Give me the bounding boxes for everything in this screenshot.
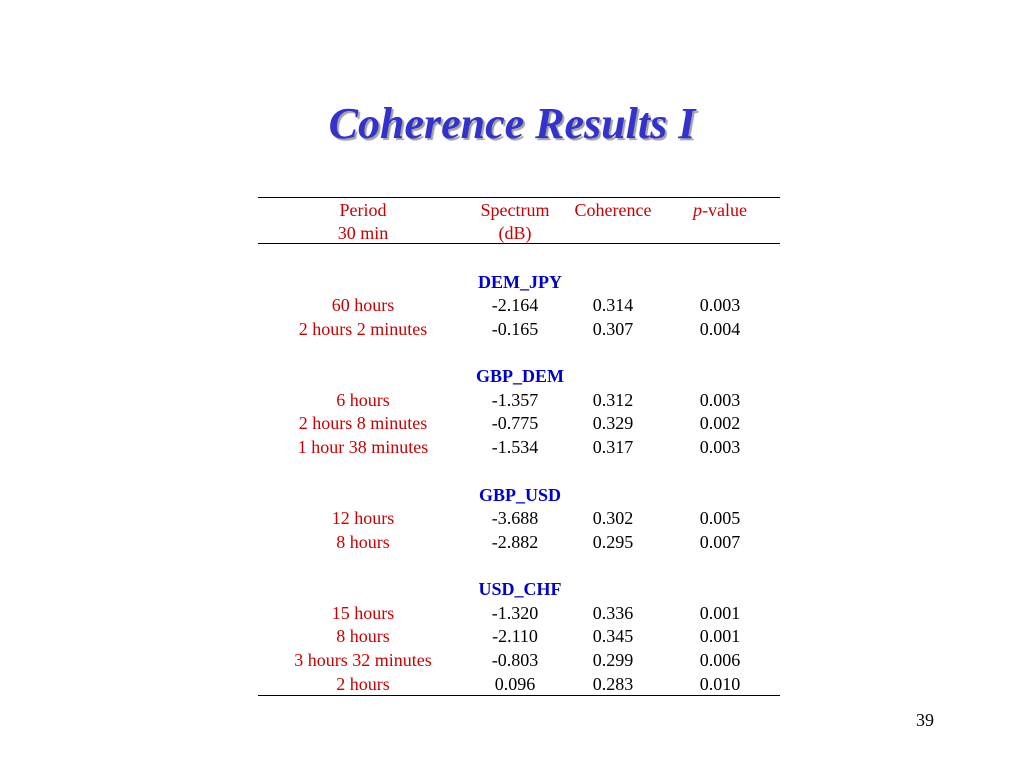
row-coherence: 0.295 bbox=[592, 532, 634, 552]
header-spectrum: Spectrum bbox=[480, 200, 550, 220]
row-spectrum: -2.164 bbox=[491, 295, 539, 315]
row-spectrum: -3.688 bbox=[491, 508, 539, 528]
row-period: 6 hours bbox=[336, 390, 390, 410]
row-pvalue: 0.005 bbox=[699, 508, 741, 528]
row-coherence: 0.314 bbox=[592, 295, 634, 315]
group-title: GBP_USD bbox=[478, 485, 561, 505]
row-period: 8 hours bbox=[336, 626, 390, 646]
group-title: USD_CHF bbox=[478, 579, 562, 599]
row-pvalue: 0.003 bbox=[699, 390, 741, 410]
row-spectrum: -1.320 bbox=[491, 603, 539, 623]
table-top-rule bbox=[258, 197, 780, 198]
row-spectrum: -2.110 bbox=[492, 626, 538, 646]
row-pvalue: 0.003 bbox=[699, 295, 741, 315]
row-pvalue: 0.004 bbox=[699, 319, 741, 339]
row-coherence: 0.302 bbox=[592, 508, 634, 528]
row-coherence: 0.299 bbox=[592, 650, 634, 670]
row-period: 12 hours bbox=[331, 508, 395, 528]
table-header-rule bbox=[258, 243, 780, 244]
row-pvalue: 0.010 bbox=[699, 674, 741, 694]
row-period: 8 hours bbox=[336, 532, 390, 552]
row-pvalue: 0.002 bbox=[699, 413, 741, 433]
header-period-unit: 30 min bbox=[337, 223, 389, 243]
row-pvalue: 0.003 bbox=[699, 437, 741, 457]
row-pvalue: 0.001 bbox=[699, 626, 741, 646]
row-period: 2 hours 2 minutes bbox=[298, 319, 428, 339]
group-title: DEM_JPY bbox=[478, 272, 562, 292]
row-coherence: 0.283 bbox=[592, 674, 634, 694]
row-period: 15 hours bbox=[331, 603, 395, 623]
header-coherence: Coherence bbox=[574, 200, 652, 220]
row-pvalue: 0.007 bbox=[699, 532, 741, 552]
row-pvalue: 0.006 bbox=[699, 650, 741, 670]
row-coherence: 0.317 bbox=[592, 437, 634, 457]
slide-title: Coherence Results I bbox=[328, 99, 696, 148]
table-bottom-rule bbox=[258, 695, 780, 696]
row-coherence: 0.307 bbox=[592, 319, 634, 339]
row-spectrum: -0.165 bbox=[491, 319, 539, 339]
row-period: 3 hours 32 minutes bbox=[294, 650, 432, 670]
header-spectrum-unit: (dB) bbox=[498, 223, 532, 243]
row-spectrum: -1.357 bbox=[491, 390, 539, 410]
header-pvalue bbox=[670, 199, 770, 221]
row-spectrum: -0.775 bbox=[491, 413, 539, 433]
row-period: 2 hours 8 minutes bbox=[298, 413, 428, 433]
row-coherence: 0.312 bbox=[592, 390, 634, 410]
row-period: 2 hours bbox=[336, 674, 390, 694]
header-period: Period bbox=[339, 200, 387, 220]
row-coherence: 0.345 bbox=[592, 626, 634, 646]
page-number: 39 bbox=[916, 710, 934, 730]
row-spectrum: -1.534 bbox=[491, 437, 539, 457]
row-spectrum: -2.882 bbox=[491, 532, 539, 552]
row-coherence: 0.329 bbox=[592, 413, 634, 433]
row-spectrum: -0.803 bbox=[491, 650, 539, 670]
row-coherence: 0.336 bbox=[592, 603, 634, 623]
row-spectrum: 0.096 bbox=[494, 674, 536, 694]
header-pvalue-p: p bbox=[693, 200, 702, 220]
group-title: GBP_DEM bbox=[476, 366, 564, 386]
row-period: 60 hours bbox=[331, 295, 395, 315]
row-period: 1 hour 38 minutes bbox=[297, 437, 429, 457]
row-pvalue: 0.001 bbox=[699, 603, 741, 623]
header-pvalue-suffix: -value bbox=[702, 200, 747, 220]
